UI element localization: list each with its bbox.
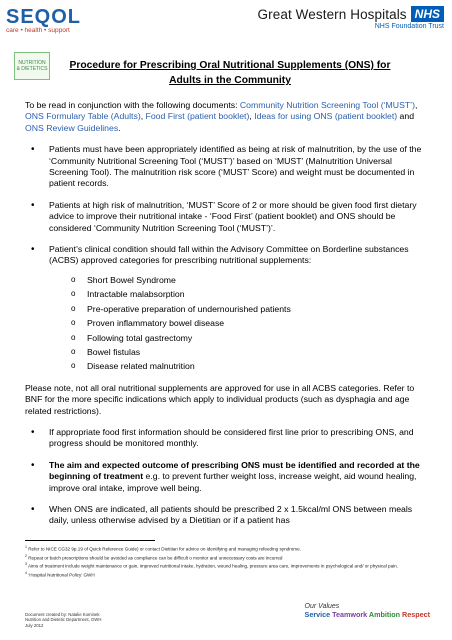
docinfo-line: July 2012 (25, 622, 44, 628)
intro-sep: , (415, 100, 418, 110)
footnote (25, 561, 430, 570)
document-body (25, 100, 430, 537)
footnote-divider (25, 540, 155, 541)
nutrition-badge-icon (14, 52, 50, 80)
seqol-tagline: care • health • support (6, 27, 70, 34)
footnote-text: ‘Hospital Nutritional Policy’ GWH (26, 572, 95, 578)
acbs-intro: Patient’s clinical condition should fall within the Advisory Committee on Borderline substances (ACBS) approved categories for prescribing nutritional supplements: (49, 244, 409, 266)
footnote-number: 1 (25, 545, 27, 549)
footnote-text: Aims of treatment include weight maintenance or gain, improved nutritional intake, hydration, wound healing, pressure area care, improvements in psychological and/ or physical pain. (26, 563, 398, 569)
title-line-1: Procedure for Prescribing Oral Nutritional Supplements (ONS) for (69, 60, 391, 71)
acbs-category-list (49, 275, 430, 373)
trust-name: NHS Foundation Trust (374, 23, 444, 30)
seqol-logo (6, 6, 82, 50)
list-item: o Following total gastrectomy (71, 333, 430, 344)
list-item (25, 244, 430, 373)
aim-bold-text: The aim and expected outcome of prescribing ONS must be identified and recorded at the beginning of treatment (49, 459, 420, 482)
document-info (25, 612, 101, 628)
intro-sep: , (249, 111, 255, 122)
list-item: o Disease related malnutrition (71, 361, 430, 372)
list-item: • Patients at high risk of malnutrition, ‘MUST’ Score of 2 or more should be given food first dietary advice to improve their nutritional intake - ‘Food First’ (patient booklet) and ONS should be considered ‘Community Nutrition Screening Tool (‘MUST’)’. (25, 200, 430, 234)
list-item: o Bowel fistulas (71, 347, 430, 358)
list-item: • When ONS are indicated, all patients should be prescribed 2 x 1.5kcal/ml ONS between meals daily, unless otherwise advised by a Dietitian or if a patient has (25, 504, 430, 527)
docinfo-line: Document created by: Natalie Kominek (25, 612, 100, 617)
link-food-first[interactable]: Food First (patient booklet) (145, 111, 250, 122)
aim-rest-text: e.g. to prevent further weight loss, increase weight, aid wound healing, improve oral intake, improve well being. (49, 471, 417, 493)
list-item: o Intractable malabsorption (71, 289, 430, 300)
link-formulary-table[interactable]: ONS Formulary Table (Adults) (25, 111, 141, 122)
our-values-logo (305, 603, 430, 619)
values-heading: Our Values (304, 603, 340, 610)
seqol-wordmark: SEQOL (6, 6, 82, 28)
badge-line-2: & DIETETICS (16, 66, 48, 72)
intro-end: . (118, 122, 121, 133)
page-title (60, 58, 400, 88)
list-item: • Patients must have been appropriately identified as being at risk of malnutrition, by the use of the ‘Community Nutritional Screening Tool (‘MUST’)’ based on ‘MUST’ (Malnutrition Universal Screening Tool). The malnutrition risk score (‘MUST’ Score) and weight must be documented in patient records. (25, 144, 430, 190)
criteria-list (25, 144, 430, 373)
value-ambition: Ambition (368, 610, 401, 619)
footnote-number: 2 (25, 553, 27, 558)
footnotes (25, 540, 430, 578)
list-item: • If appropriate food first information should be considered first line prior to prescribing ONS, and progress should be monitored monthly. (25, 427, 430, 450)
list-item: o Short Bowel Syndrome (71, 275, 430, 286)
prescribing-list (25, 427, 430, 527)
hospital-name: Great Western Hospitals (257, 6, 407, 22)
nhs-logo-icon: NHS (411, 6, 444, 22)
footnote-number: 4 (25, 570, 27, 575)
footnote-number: 3 (25, 562, 27, 567)
footnote-text: Repeat or batch prescriptions should be avoided as compliance can be difficult o monitor and unnecessary costs are incurred (26, 555, 283, 561)
gwh-logo (258, 6, 444, 30)
title-line-2: Adults in the Community (169, 75, 291, 86)
list-item (25, 460, 430, 494)
badge-line-1: NUTRITION (18, 60, 46, 66)
footnote (25, 570, 430, 579)
acbs-note-paragraph: Please note, not all oral nutritional supplements are approved for use in all ACBS categories. Refer to BNF for the more specific indications which apply to individual products (such as dysphagia and age related restrictions). (25, 382, 415, 416)
intro-paragraph (25, 100, 430, 134)
value-respect: Respect (402, 610, 430, 619)
link-review-guidelines[interactable]: ONS Review Guidelines (25, 122, 119, 133)
list-item: o Proven inflammatory bowel disease (71, 318, 430, 329)
docinfo-line: Nutrition and Dietetic Department, GWH (25, 617, 102, 623)
value-teamwork: Teamwork (332, 610, 368, 619)
list-item: o Pre-operative preparation of undernourished patients (71, 304, 430, 315)
footnote (25, 553, 430, 562)
value-service: Service (304, 610, 331, 619)
footnote-text: Refer to NICE CG32 9p.19 of Quick Reference Guide) or contact Dietitian for advice on identifying and managing refeeding syndrome. (26, 546, 301, 552)
intro-sep: and (397, 111, 415, 122)
link-screening-tool[interactable]: Community Nutrition Screening Tool (‘MUST’) (239, 100, 415, 110)
link-ideas-ons[interactable]: Ideas for using ONS (patient booklet) (254, 111, 398, 122)
intro-lead: To be read in conjunction with the following documents: (25, 100, 240, 110)
intro-sep: , (140, 111, 146, 122)
footnote (25, 544, 430, 553)
